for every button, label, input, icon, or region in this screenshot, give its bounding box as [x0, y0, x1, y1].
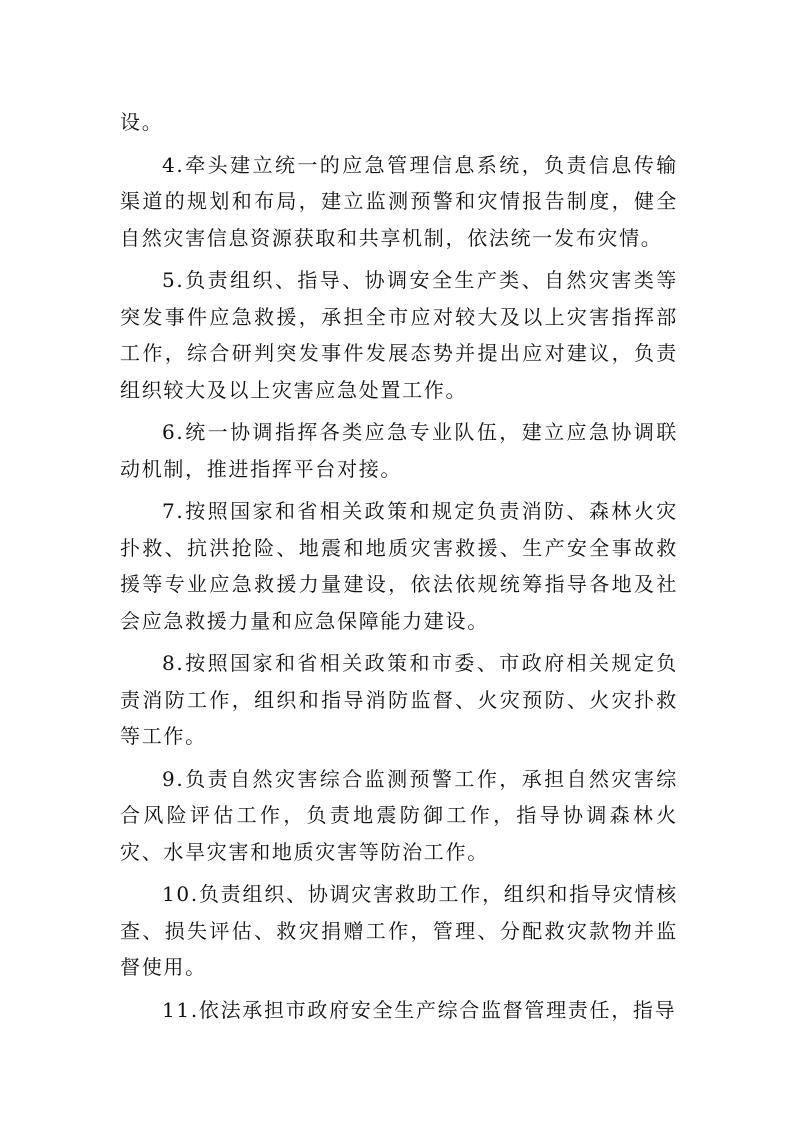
paragraph-item-8: 8.按照国家和省相关政策和市委、市政府相关规定负责消防工作，组织和指导消防监督、火灾预防、火灾扑救等工作。 — [120, 651, 678, 748]
paragraph-item-5: 5.负责组织、指导、协调安全生产类、自然灾害类等突发事件应急救援，承担全市应对较大及以上灾害指挥部工作，综合研判突发事件发展态势并提出应对建议，负责组织较大及以上灾害应急处置工作。 — [120, 268, 678, 402]
paragraph-continuation: 设。 — [120, 110, 164, 134]
paragraph-item-6: 6.统一协调指挥各类应急专业队伍，建立应急协调联动机制，推进指挥平台对接。 — [120, 420, 678, 481]
paragraph-item-9: 9.负责自然灾害综合监测预警工作，承担自然灾害综合风险评估工作，负责地震防御工作，指导协调森林火灾、水旱灾害和地质灾害等防治工作。 — [120, 766, 678, 864]
paragraph-item-11: 11.依法承担市政府安全生产综合监督管理责任，指导 — [162, 997, 677, 1022]
document-body — [120, 104, 678, 1034]
paragraph-item-10: 10.负责组织、协调灾害救助工作，组织和指导灾情核查、损失评估、救灾捐赠工作，管理、分配救灾款物并监督使用。 — [120, 882, 678, 979]
paragraph-item-4: 4.牵头建立统一的应急管理信息系统，负责信息传输渠道的规划和布局，建立监测预警和灾情报告制度，健全自然灾害信息资源获取和共享机制，依法统一发布灾情。 — [120, 152, 678, 250]
paragraph-item-7: 7.按照国家和省相关政策和规定负责消防、森林火灾扑救、抗洪抢险、地震和地质灾害救援、生产安全事故救援等专业应急救援力量建设，依法依规统筹指导各地及社会应急救援力量和应急保障能力建设。 — [120, 499, 678, 633]
